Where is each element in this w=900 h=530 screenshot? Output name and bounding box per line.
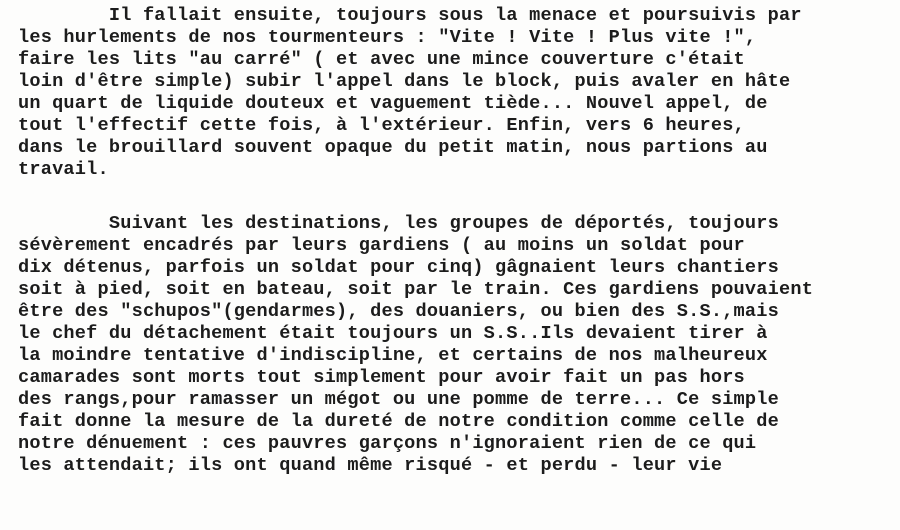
paragraph-1-line-8: travail. bbox=[18, 159, 109, 180]
paragraph-2-line-7: la moindre tentative d'indiscipline, et certains de nos malheureux bbox=[18, 345, 768, 366]
paragraph-2-line-2: sévèrement encadrés par leurs gardiens ( au moins un soldat pour bbox=[18, 235, 745, 256]
paragraph-2-line-11: notre dénuement : ces pauvres garçons n'ignoraient rien de ce qui bbox=[18, 433, 757, 454]
paragraph-1-line-5: un quart de liquide douteux et vaguement tiède... Nouvel appel, de bbox=[18, 93, 768, 114]
paragraph-1-line-7: dans le brouillard souvent opaque du petit matin, nous partions au bbox=[18, 137, 768, 158]
paragraph-2-line-4: soit à pied, soit en bateau, soit par le train. Ces gardiens pouvaient bbox=[18, 279, 814, 300]
paragraph-2-line-6: le chef du détachement était toujours un S.S..Ils devaient tirer à bbox=[18, 323, 768, 344]
paragraph-2-line-8: camarades sont morts tout simplement pour avoir fait un pas hors bbox=[18, 367, 745, 388]
paragraph-2-line-9: des rangs,pour ramasser un mégot ou une pomme de terre... Ce simple bbox=[18, 389, 779, 410]
paragraph-2-line-5: être des "schupos"(gendarmes), des douaniers, ou bien des S.S.,mais bbox=[18, 301, 779, 322]
paragraph-1-line-6: tout l'effectif cette fois, à l'extérieur. Enfin, vers 6 heures, bbox=[18, 115, 745, 136]
paragraph-2-line-1: Suivant les destinations, les groupes de déportés, toujours bbox=[18, 213, 779, 234]
paragraph-2-line-10: fait donne la mesure de la dureté de notre condition comme celle de bbox=[18, 411, 779, 432]
paragraph-1-line-2: les hurlements de nos tourmenteurs : "Vite ! Vite ! Plus vite !", bbox=[18, 27, 757, 48]
paragraph-1-line-4: loin d'être simple) subir l'appel dans le block, puis avaler en hâte bbox=[18, 71, 791, 92]
paragraph-2-line-3: dix détenus, parfois un soldat pour cinq) gâgnaient leurs chantiers bbox=[18, 257, 779, 278]
paragraph-1-line-1: Il fallait ensuite, toujours sous la menace et poursuivis par bbox=[18, 5, 802, 26]
paragraph-1-line-3: faire les lits "au carré" ( et avec une mince couverture c'était bbox=[18, 49, 745, 70]
paragraph-2-line-12: les attendait; ils ont quand même risqué - et perdu - leur vie bbox=[18, 455, 723, 476]
